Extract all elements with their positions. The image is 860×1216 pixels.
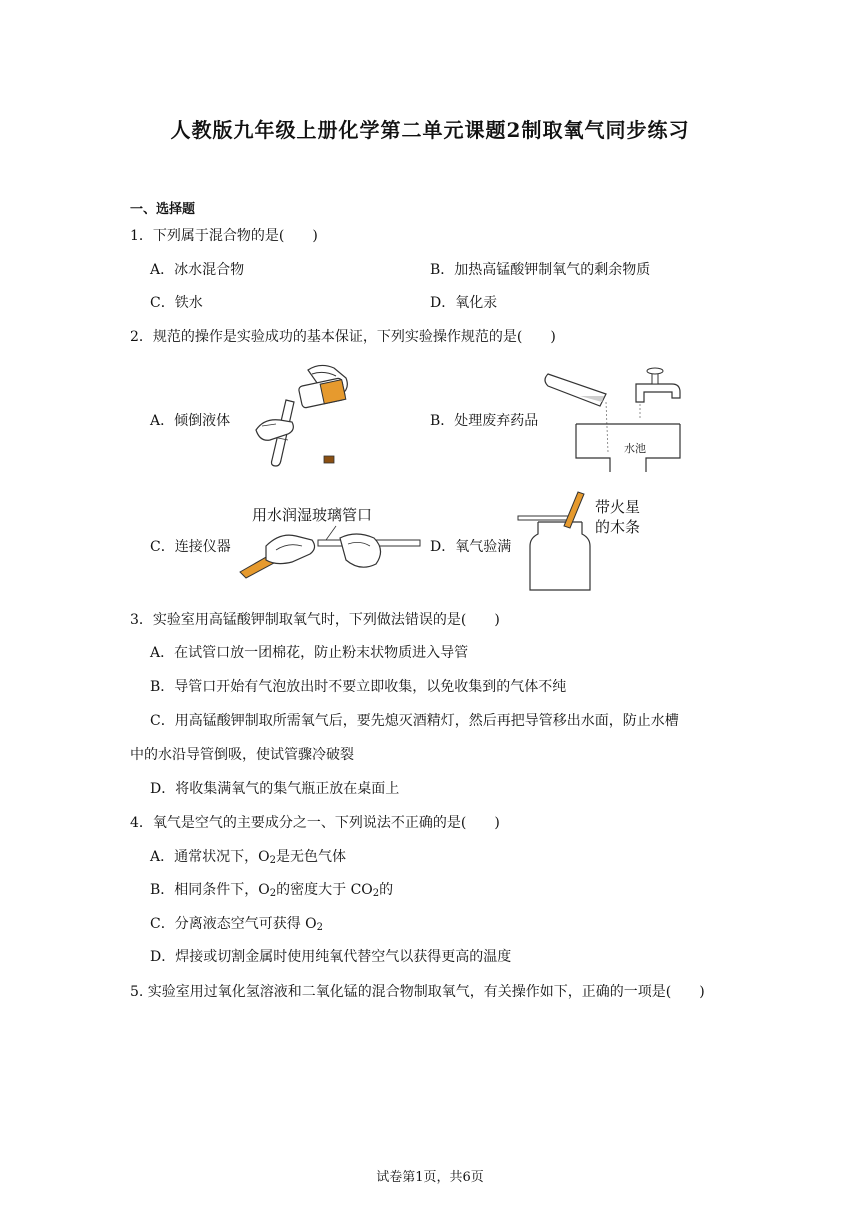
question-3-option-c-line1: C．用高锰酸钾制取所需氧气后，要先熄灭酒精灯，然后再把导管移出水面，防止水槽 <box>150 713 679 729</box>
question-4-stem: 4．氧气是空气的主要成分之一、下列说法不正确的是( ) <box>130 815 500 831</box>
question-1-option-c: C．铁水 <box>150 295 203 311</box>
question-4-option-b-mid: 的密度大于 CO <box>276 882 373 898</box>
question-1-option-a: A．冰水混合物 <box>150 262 245 278</box>
splint-label-line1: 带火星 <box>595 498 641 516</box>
question-4-option-a-pre: A．通常状况下，O <box>150 849 270 865</box>
question-4-option-b-pre: B．相同条件下，O <box>150 882 270 898</box>
question-4-option-b-post: 的 <box>379 882 394 898</box>
splint-label-line2: 的木条 <box>595 518 641 536</box>
question-3-option-a: A．在试管口放一团棉花，防止粉末状物质进入导管 <box>150 645 469 661</box>
question-2-option-b: B．处理废弃药品 <box>430 413 539 429</box>
question-3-option-b: B．导管口开始有气泡放出时不要立即收集，以免收集到的气体不纯 <box>150 679 567 695</box>
question-4-option-a <box>150 846 346 866</box>
subscript: 2 <box>316 922 324 933</box>
question-4-option-a-post: 是无色气体 <box>275 849 346 865</box>
pouring-liquid-illustration <box>250 360 360 470</box>
subscript: 2 <box>269 888 277 899</box>
subscript: 2 <box>372 888 380 899</box>
oxygen-test-illustration <box>514 486 604 596</box>
question-3-option-c-line2: 中的水沿导管倒吸，使试管骤冷破裂 <box>130 747 354 763</box>
sink-label: 水池 <box>624 442 646 455</box>
waste-disposal-illustration <box>540 362 690 472</box>
question-3-stem: 3．实验室用高锰酸钾制取氧气时，下列做法错误的是( ) <box>130 612 500 628</box>
question-2-option-a: A．倾倒液体 <box>150 413 231 429</box>
question-2-option-d: D．氧气验满 <box>430 539 512 555</box>
moisten-glass-tube-label: 用水润湿玻璃管口 <box>252 506 373 524</box>
page-title: 人教版九年级上册化学第二单元课题2制取氧气同步练习 <box>170 118 690 142</box>
question-4-option-b <box>150 879 393 899</box>
question-3-option-d: D．将收集满氧气的集气瓶正放在桌面上 <box>150 781 400 797</box>
question-2-stem: 2．规范的操作是实验成功的基本保证，下列实验操作规范的是( ) <box>130 329 556 345</box>
question-2-option-c: C．连接仪器 <box>150 539 231 555</box>
question-1-option-d: D．氧化汞 <box>430 295 498 311</box>
question-4-option-c <box>150 913 323 933</box>
question-1-stem: 1．下列属于混合物的是( ) <box>130 228 318 244</box>
question-4-option-c-pre: C．分离液态空气可获得 O <box>150 916 317 932</box>
section-heading: 一、选择题 <box>130 202 196 217</box>
question-4-option-d: D．焊接或切割金属时使用纯氧代替空气以获得更高的温度 <box>150 949 512 965</box>
question-5-stem: 5. 实验室用过氧化氢溶液和二氧化锰的混合物制取氧气，有关操作如下，正确的一项是( ) <box>130 984 705 1000</box>
page-footer: 试卷第1页，共6页 <box>376 1170 484 1185</box>
connecting-apparatus-illustration <box>236 520 436 580</box>
question-1-option-b: B．加热高锰酸钾制氧气的剩余物质 <box>430 262 651 278</box>
subscript: 2 <box>269 855 276 866</box>
